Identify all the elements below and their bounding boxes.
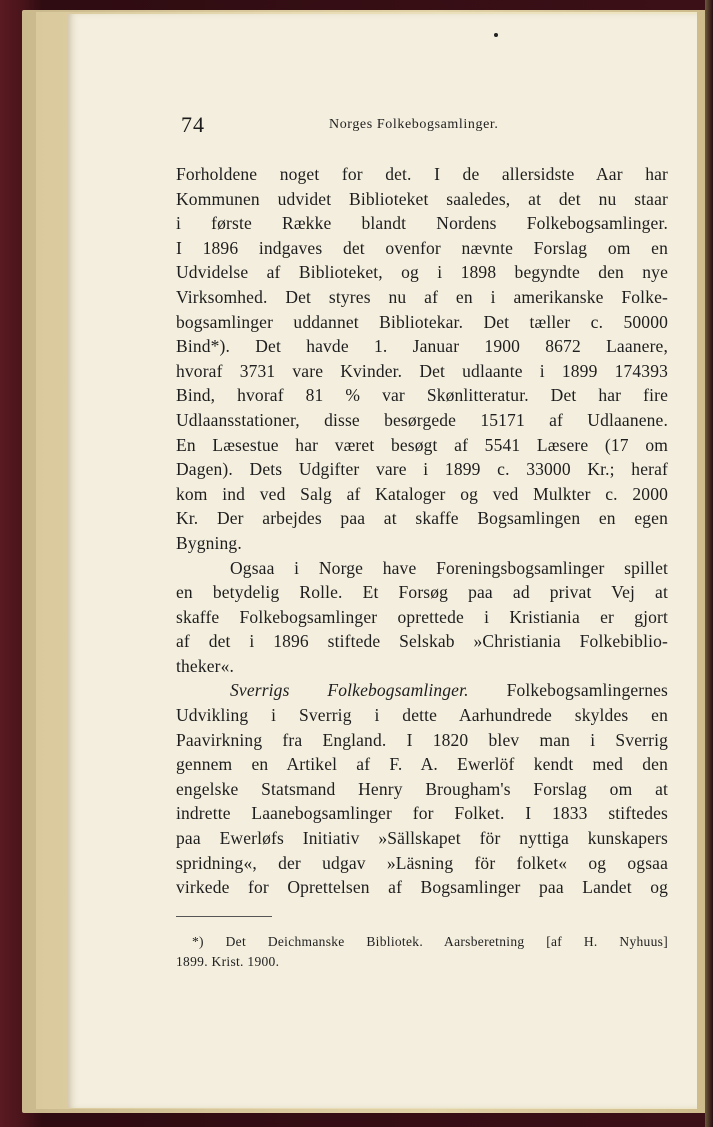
body-text (176, 162, 668, 900)
footnote-line: *) Det Deichmanske Bibliotek. Aarsberetning [af H. Nyhuus] (192, 934, 668, 949)
text-line: En Læsestue har været besøgt af 5541 Læsere (17 om (176, 434, 668, 455)
running-head: Norges Folkebogsamlinger. (329, 117, 499, 132)
text-line: bogsamlinger uddannet Bibliotekar. Det tæller c. 50000 (176, 311, 668, 332)
text-line: theker«. (176, 655, 235, 676)
text-line: Bind, hvoraf 81 % var Skønlitteratur. Det har fire (176, 385, 668, 406)
text-line: Virksomhed. Det styres nu af en i amerikanske Folke- (176, 286, 668, 307)
text-line: Kr. Der arbejdes paa at skaffe Bogsamlingen en egen (176, 508, 668, 529)
text-line: Udvikling i Sverrig i dette Aarhundrede skyldes en (176, 705, 668, 726)
section-heading: Sverrigs Folkebogsamlinger. (230, 680, 469, 701)
text-line: engelske Statsmand Henry Brougham's Forslag om at (176, 778, 668, 799)
right-page-edge (705, 0, 713, 1127)
text-line: Kommunen udvidet Biblioteket saaledes, at det nu staar (176, 188, 668, 209)
text-line: skaffe Folkebogsamlinger oprettede i Kristiania er gjort (176, 606, 668, 627)
text-line: Bygning. (176, 532, 242, 553)
text-line: Udvidelse af Biblioteket, og i 1898 begyndte den nye (176, 262, 668, 283)
text-line: gennem en Artikel af F. A. Ewerlöf kendt med den (176, 754, 668, 775)
ink-speck (494, 33, 498, 37)
footnote-rule (176, 916, 272, 917)
text-line: kom ind ved Salg af Kataloger og ved Mulkter c. 2000 (176, 483, 668, 504)
text-line: Ogsaa i Norge have Foreningsbogsamlinger spillet (230, 557, 668, 578)
text-line: Forholdene noget for det. I de allersidste Aar har (176, 164, 668, 184)
footnote-line: 1899. Krist. 1900. (176, 954, 280, 969)
text-line: Paavirkning fra England. I 1820 blev man i Sverrig (176, 729, 668, 750)
text-line: en betydelig Rolle. Et Forsøg paa ad privat Vej at (176, 582, 668, 603)
text-line: af det i 1896 stiftede Selskab »Christiania Folkebiblio- (176, 631, 668, 652)
text-line: paa Ewerløfs Initiativ »Sällskapet för nyttiga kunskapers (176, 828, 668, 849)
page-number: 74 (181, 112, 205, 137)
text-line: i første Række blandt Nordens Folkebogsamlinger. (176, 213, 668, 234)
text-line: hvoraf 3731 vare Kvinder. Det udlaante i 1899 174393 (176, 360, 668, 381)
section-line (176, 678, 668, 703)
text-line: Dagen). Dets Udgifter vare i 1899 c. 33000 Kr.; heraf (176, 459, 668, 480)
text-line: indrette Laanebogsamlinger for Folket. I 1833 stiftedes (176, 803, 668, 824)
text-fragment: Folkebogsamlingernes (506, 680, 669, 701)
text-line: spridning«, der udgav »Läsning för folket« og ogsaa (176, 852, 668, 873)
text-line: Udlaansstationer, disse besørgede 15171 af Udlaanene. (176, 409, 668, 430)
footnote (176, 932, 668, 972)
text-line: I 1896 indgaves det ovenfor nævnte Forslag om en (176, 237, 668, 258)
text-line: Bind*). Det havde 1. Januar 1900 8672 Laanere, (176, 336, 668, 357)
text-line: virkede for Oprettelsen af Bogsamlinger paa Landet og (176, 877, 668, 898)
